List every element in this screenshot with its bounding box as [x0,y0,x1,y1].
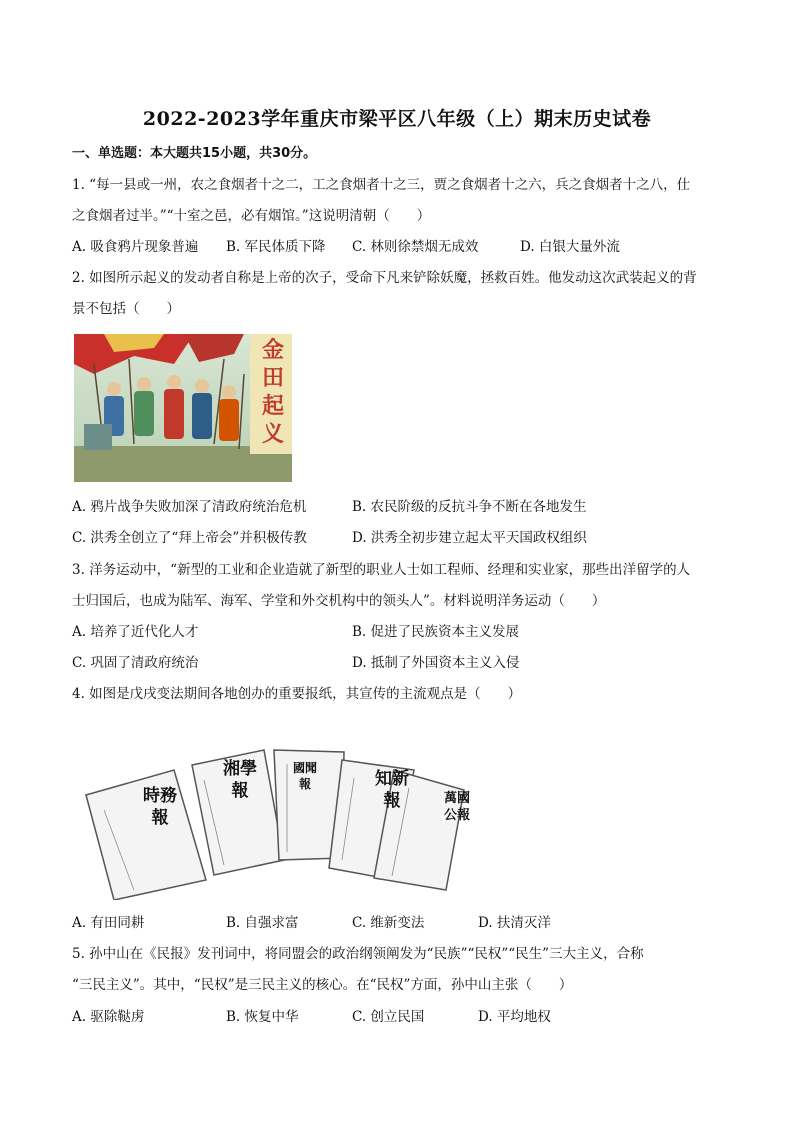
newspapers-sketch [74,740,472,900]
newspaper-wanguogongbao: 萬國公報 [444,791,471,823]
question-2-text-line1: 2. 如图所示起义的发动者自称是上帝的次子，受命下凡来铲除妖魔，拯救百姓。他发动这次武装起义的背 [72,270,697,286]
question-5-option-c[interactable]: C. 创立民国 [352,1009,425,1025]
question-2-option-c[interactable]: C. 洪秀全创立了“拜上帝会”并积极传教 [72,530,307,546]
newspaper-shiwubao: 時務報 [143,786,177,828]
question-3-option-a[interactable]: A. 培养了近代化人才 [72,624,199,640]
question-3-option-d[interactable]: D. 抵制了外国资本主义入侵 [352,655,520,671]
image-caption: 金田起义 [261,337,284,447]
question-4-text-line1: 4. 如图是戊戌变法期间各地创办的重要报纸，其宣传的主流观点是（ ） [72,686,522,702]
question-4-option-b[interactable]: B. 自强求富 [226,915,299,931]
question-3-text-line2: 士归国后，也成为陆军、海军、学堂和外交机构中的领头人”。材料说明洋务运动（ ） [72,593,606,609]
question-1-option-b[interactable]: B. 军民体质下降 [226,239,326,255]
question-5-option-b[interactable]: B. 恢复中华 [226,1009,299,1025]
question-4-option-d[interactable]: D. 扶清灭洋 [478,915,551,931]
question-2-text-line2: 景不包括（ ） [72,301,180,317]
question-5-text-line1: 5. 孙中山在《民报》发刊词中，将同盟会的政治纲领阐发为“民族”“民权”“民生”三大主义，合称 [72,946,644,962]
newspapers-illustration [74,740,472,900]
newspaper-zhixinbao: 知新報 [375,769,409,811]
question-5-text-line2: “三民主义”。其中，“民权”是三民主义的核心。在“民权”方面，孙中山主张（ ） [72,977,573,993]
question-1-option-c[interactable]: C. 林则徐禁烟无成效 [352,239,479,255]
newspaper-xiangxuebao: 湘學報 [223,759,257,801]
exam-title: 2022-2023学年重庆市梁平区八年级（上）期末历史试卷 [142,108,652,130]
question-1-option-a[interactable]: A. 吸食鸦片现象普遍 [72,239,199,255]
question-1-option-d[interactable]: D. 白银大量外流 [520,239,620,255]
question-4-option-c[interactable]: C. 维新变法 [352,915,425,931]
question-2-option-d[interactable]: D. 洪秀全初步建立起太平天国政权组织 [352,530,587,546]
question-3-text-line1: 3. 洋务运动中，“新型的工业和企业造就了新型的职业人士如工程师、经理和实业家，那些出洋留学的人 [72,562,691,578]
question-2-option-a[interactable]: A. 鸦片战争失败加深了清政府统治危机 [72,499,307,515]
question-3-option-b[interactable]: B. 促进了民族资本主义发展 [352,624,520,640]
section-heading: 一、单选题：本大题共15小题，共30分。 [72,146,317,161]
question-5-option-d[interactable]: D. 平均地权 [478,1009,551,1025]
question-3-option-c[interactable]: C. 巩固了清政府统治 [72,655,199,671]
question-1-text-line1: 1. “每一县或一州，农之食烟者十之二，工之食烟者十之三，贾之食烟者十之六，兵之食烟者十之八，仕 [72,177,691,193]
question-2-option-b[interactable]: B. 农民阶级的反抗斗争不断在各地发生 [352,499,587,515]
newspaper-guowenbao: 國聞報 [292,761,317,791]
question-1-text-line2: 之食烟者过半。”“十室之邑，必有烟馆。”这说明清朝（ ） [72,208,431,224]
question-5-option-a[interactable]: A. 驱除鞑虏 [72,1009,145,1025]
question-4-option-a[interactable]: A. 有田同耕 [72,915,145,931]
